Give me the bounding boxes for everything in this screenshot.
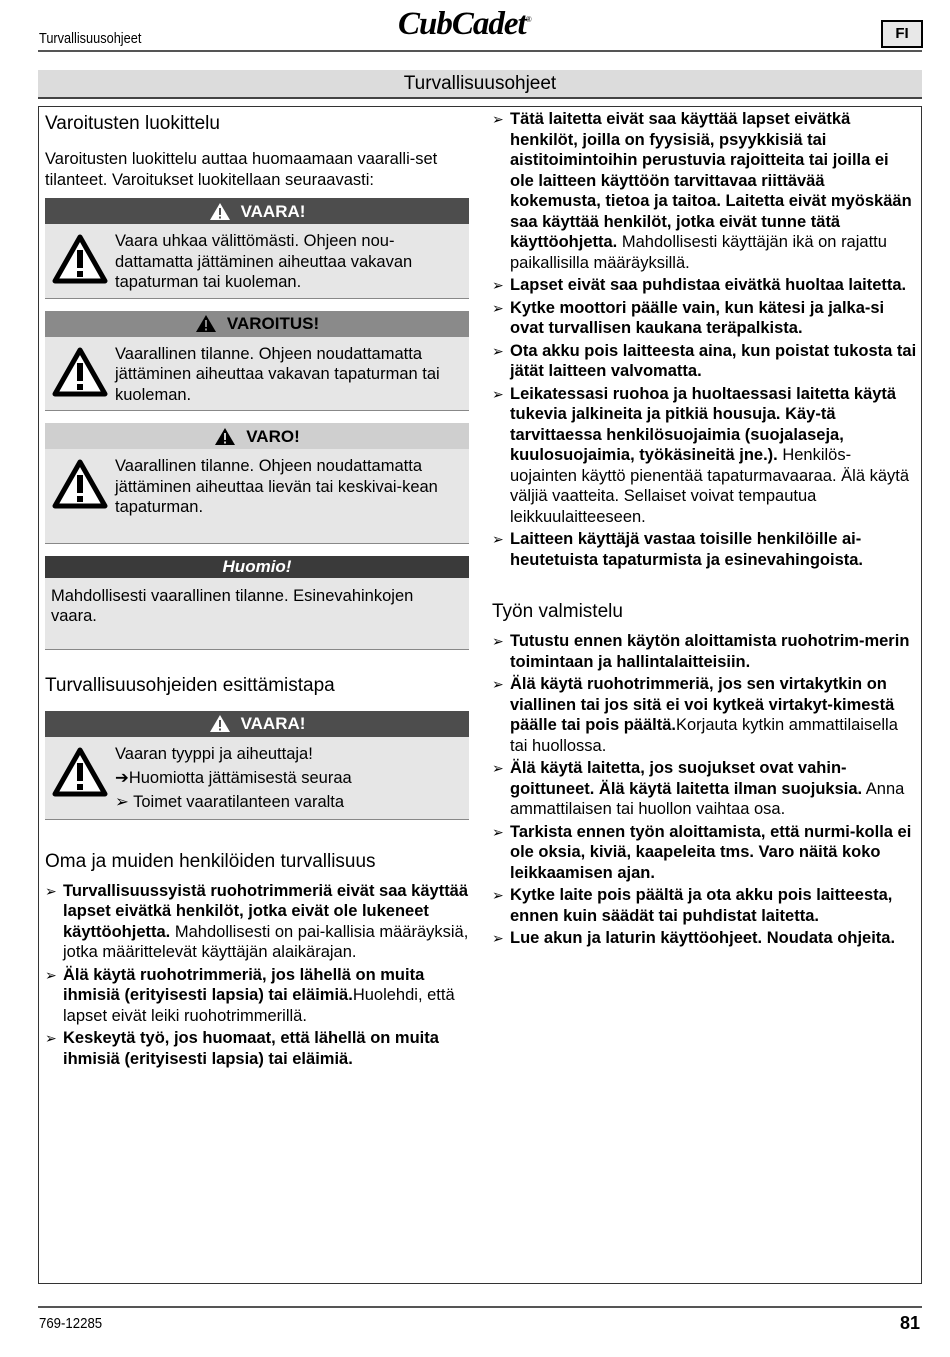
list-item [492, 298, 917, 339]
warning-vaara [45, 198, 469, 299]
item-text: Korjauta kytkin ammattilaisella tai huollossa. [510, 716, 898, 755]
action-line: ➢ Toimet vaaratilanteen varalta [115, 792, 345, 811]
list-item [45, 881, 469, 963]
notice-header: Huomio! [45, 556, 469, 578]
item-bold-text: Kytke laite pois päältä ja ota akku pois laitteesta, ennen kuin säädät tai puhdistat laitetta. [510, 886, 893, 925]
list-item [45, 965, 469, 1027]
warning-triangle-icon [214, 427, 236, 446]
work-preparation-list [492, 631, 917, 949]
item-bold-text: Ota akku pois laitteesta aina, kun poistat tukosta tai jätät laitteen valvomatta. [510, 341, 917, 380]
footer-rule [38, 1306, 922, 1308]
list-item [492, 275, 917, 296]
warning-header [45, 198, 469, 224]
language-badge: FI [881, 20, 923, 48]
consequence-line: ➔Huomiotta jättämisestä seuraa [115, 768, 352, 787]
hazard-type-line: Vaaran tyyppi ja aiheuttaja! [115, 744, 313, 763]
list-item [492, 885, 917, 926]
left-column [45, 112, 469, 1071]
own-safety-heading: Oma ja muiden henkilöiden turvallisuus [45, 850, 376, 872]
warning-header [45, 423, 469, 449]
item-bold-text: Tarkista ennen työn aloittamista, että nurmi-kolla ei ole oksia, kiviä, kaapeleita tms. Varo näitä koko leikkaamisen ajan. [510, 822, 912, 882]
cub-cadet-logo [398, 6, 531, 43]
warning-text: Vaarallinen tilanne. Ohjeen noudattamatta jättäminen aiheuttaa lievän tai keskivai-kean tapaturman. [115, 457, 438, 516]
warning-label: VAARA! [240, 714, 306, 733]
list-item [492, 758, 917, 820]
page-number: 81 [899, 1313, 920, 1333]
warning-body [45, 449, 469, 544]
section-title-bar: Turvallisuusohjeet [38, 70, 922, 99]
warning-body [45, 337, 469, 412]
warning-text: Vaarallinen tilanne. Ohjeen noudattamatta jättäminen aiheuttaa vakavan tapaturman tai kuoleman. [115, 344, 440, 404]
item-bold-text: Keskeytä työ, jos huomaat, että lähellä on muita ihmisiä (erityisesti lapsia) tai eläimiä. [63, 1029, 439, 1068]
item-bold-text: Älä käytä ruohotrimmeriä, jos sen virtakytkin on viallinen tai jos sitä ei voi kytkeä virtakyt-kimestä päälle tai pois päältä. [510, 675, 895, 734]
work-preparation-heading: Työn valmistelu [492, 601, 623, 622]
list-item [492, 822, 917, 884]
warning-triangle-icon [209, 202, 231, 221]
warning-triangle-icon [45, 737, 115, 819]
item-bold-text: Tutustu ennen käytön aloittamista ruohotrim-merin toimintaan ja hallintalaitteisiin. [510, 632, 910, 671]
warning-body [45, 737, 469, 820]
item-text: Huolehdi, että lapset eivät leiki ruohotrimmerillä. [63, 986, 455, 1025]
item-text: Mahdollisesti käyttäjän ikä on rajattu paikallisilla määräyksillä. [510, 233, 887, 272]
warning-triangle-icon [195, 314, 217, 333]
right-column [492, 109, 917, 951]
list-item [492, 529, 917, 570]
document-number: 769-12285 [39, 1315, 103, 1332]
warning-varoitus [45, 311, 469, 412]
list-item [492, 341, 917, 382]
warning-label: VARO! [246, 426, 300, 446]
warning-label: VAROITUS! [226, 314, 320, 333]
warning-triangle-icon [45, 224, 115, 298]
warning-varo [45, 423, 469, 544]
running-header: Turvallisuusohjeet [39, 31, 142, 47]
classification-intro: Varoitusten luokittelu auttaa huomaamaan vaaralli-set tilanteet. Varoitukset luokitellaan seuraavasti: [45, 150, 438, 189]
item-bold-text: Leikatessasi ruohoa ja huoltaessasi laitetta käytä tukevia jalkineita ja pitkiä housuja. Käy-tä tarvittaessa henkilösuojaimia (suojalaseja, kuulosuojaimia, työkäsineitä jne.). [510, 384, 897, 464]
warning-body [45, 224, 469, 299]
own-safety-list [45, 881, 469, 1070]
list-item [492, 674, 917, 756]
warning-text [115, 737, 360, 819]
item-bold-text: Älä käytä laitetta, jos suojukset ovat vahin-goittuneet. Älä käytä laitetta ilman suojuksia. [510, 759, 863, 798]
notice-huomio [45, 556, 469, 650]
item-bold-text: Lapset eivät saa puhdistaa eivätkä huoltaa laitetta. [510, 276, 907, 294]
list-item [492, 631, 917, 672]
list-item [45, 1028, 469, 1069]
item-bold-text: Kytke moottori päälle vain, kun kätesi ja jalka-si ovat turvallisen kaukana teräpalkista. [510, 298, 885, 337]
list-item [492, 928, 917, 949]
general-safety-list [492, 109, 917, 570]
item-bold-text: Tätä laitetta eivät saa käyttää lapset eivätkä henkilöt, joilla on fyysisiä, psyykkisiä tai aistitoimintoihin perustuvia rajoitteita tai joilla ei ole laitteen käyttöön tarvittavaa riittävää kokemusta, tietoa ja taitoa. Laitetta eivät myöskään saa käyttää henkilöt, jotka eivät tunne tätä käyttöohjetta. [510, 110, 912, 251]
warning-header [45, 311, 469, 337]
warning-presentation-example [45, 711, 469, 820]
item-bold-text: Turvallisuussyistä ruohotrimmeriä eivät saa käyttää lapset eivätkä henkilöt, jotka eivät ole lukeneet käyttöohjetta. [63, 881, 469, 941]
list-item [492, 109, 917, 273]
warning-triangle-icon [45, 449, 115, 523]
item-bold-text: Laitteen käyttäjä vastaa toisille henkilöille ai-heutetuista tapaturmista ja esinevahingoista. [510, 530, 864, 569]
warning-header [45, 711, 469, 737]
warning-text: Vaara uhkaa välittömästi. Ohjeen nou-dattamatta jättäminen aiheuttaa vakavan tapaturman tai kuoleman. [115, 232, 413, 291]
notice-text: Mahdollisesti vaarallinen tilanne. Esinevahinkojen vaara. [45, 578, 469, 650]
item-text: Anna ammattilaisen tai huollon vaihtaa osa. [510, 779, 905, 818]
classification-heading: Varoitusten luokittelu [45, 113, 220, 134]
item-text: Mahdollisesti on pai-kallisia määräyksiä, jotka määrittelevät käyttäjän alaikärajan. [63, 922, 469, 961]
warning-label: VAARA! [240, 201, 306, 221]
item-text: Henkilös-uojainten käyttö pienentää tapaturmavaaraa. Älä käytä väljiä vaatteita. Sellaiset voivat tempautua leikkuulaitteeseen. [510, 446, 910, 526]
item-bold-text: Älä käytä ruohotrimmeriä, jos lähellä on muita ihmisiä (erityisesti lapsia) tai eläimiä. [63, 965, 425, 1004]
presentation-heading: Turvallisuusohjeiden esittämistapa [45, 674, 335, 696]
header-rule [38, 50, 922, 52]
item-bold-text: Lue akun ja laturin käyttöohjeet. Noudata ohjeita. [510, 929, 896, 947]
logo-text: CubCadet [398, 6, 526, 42]
list-item [492, 384, 917, 528]
warning-triangle-icon [45, 337, 115, 411]
registered-mark: ® [525, 15, 531, 24]
warning-triangle-icon [209, 714, 231, 733]
